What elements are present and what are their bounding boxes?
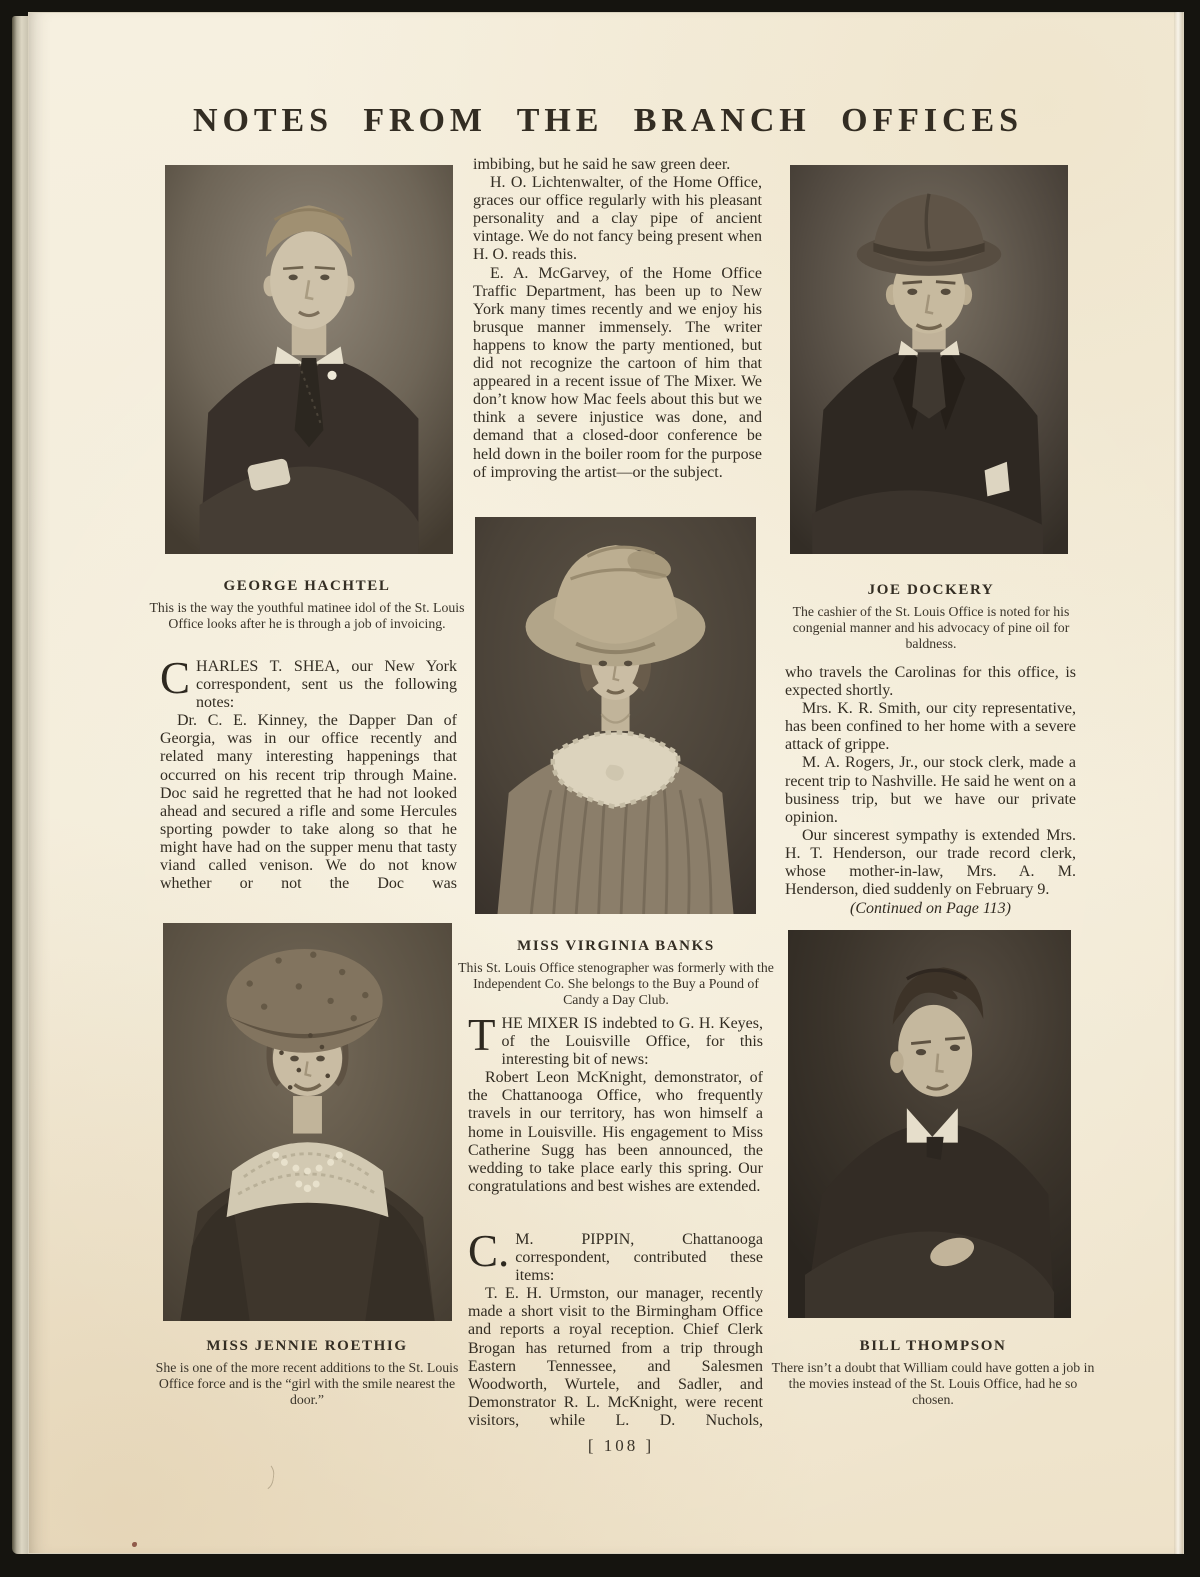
caption-name-jennie: MISS JENNIE ROETHIG [206, 1338, 408, 1354]
lead-text: HARLES T. SHEA, our New York correspondent, sent us the following notes: [196, 658, 457, 712]
article-top-middle-column [473, 156, 762, 482]
bill-thompson-portrait-image [788, 930, 1071, 1318]
paragraph: T. E. H. Urmston, our manager, recently made a short visit to the Birmingham Office and reports a royal reception. Chief Clerk Brogan has returned from a trip through Eastern Tennessee, and Salesmen Woodworth, Wurtele, and Sadler, and Demonstrator R. L. McKnight, were recent visitors, while L. D. Nuchols, [468, 1285, 763, 1429]
caption-text-george: This is the way the youthful matinee idol of the St. Louis Office looks after he is through a job of invoicing. [149, 600, 465, 632]
paragraph: Our sincerest sympathy is extended Mrs. H. T. Henderson, our trade record clerk, whose mother-in-law, Mrs. A. M. Henderson, died suddenly on February 9. [785, 826, 1076, 899]
lead-text: M. PIPPIN, Chattanooga correspondent, contributed these items: [515, 1231, 763, 1285]
paragraph: who travels the Carolinas for this office, is expected shortly. [785, 664, 1076, 700]
drop-cap: T [468, 1010, 496, 1060]
caption-text-virginia: This St. Louis Office stenographer was formerly with the Independent Co. She belongs to the Buy a Pound of Candy a Day Club. [458, 960, 774, 1008]
lead-paragraph [468, 1226, 763, 1285]
paragraph: E. A. McGarvey, of the Home Office Traffic Department, has been up to New York many times recently and we enjoy his brusque manner immensely. The writer happens to know the party mentioned, but did not recognize the cartoon of him that appeared in a recent issue of The Mixer. We don’t know how Mac feels about this but we think a severe injustice was done, and demand that a closed-door conference be held down in the boiler room for the purpose of improving the artist—or the subject. [473, 264, 762, 481]
article-pippin [468, 1226, 763, 1430]
caption-name-bill: BILL THOMPSON [859, 1338, 1007, 1354]
caption-bill-thompson [770, 1338, 1096, 1409]
caption-text-bill: There isn’t a doubt that William could have gotten a job in the movies instead of the St. Louis Office, had he so chosen. [771, 1360, 1095, 1408]
page-title: NOTES FROM THE BRANCH OFFICES [193, 102, 1023, 139]
continued-notice: (Continued on Page 113) [849, 900, 1011, 918]
caption-joe-dockery [772, 582, 1090, 653]
article-right-column [785, 664, 1076, 918]
paragraph: H. O. Lichtenwalter, of the Home Office, graces our office regularly with his pleasant personality and a clay pipe of ancient vintage. We do not fancy being present when H. O. reads this. [473, 174, 762, 264]
caption-virginia-banks [455, 938, 777, 1009]
article-mixer-keyes [468, 1010, 763, 1196]
lead-paragraph [160, 653, 457, 712]
paragraph: Dr. C. E. Kinney, the Dapper Dan of Georgia, was in our office recently and related many interesting happenings that occurred on his recent trip through Maine. Doc said he regretted that he had not looked ahead and secured a rifle and some Hercules sporting powder to take along so that he might have had on the supper menu that tasty viand called venison. We do not know whether or not the Doc was [160, 712, 457, 893]
caption-jennie-roethig [146, 1338, 468, 1409]
pencil-mark [244, 1458, 276, 1494]
portrait-photo-bill-thompson [788, 930, 1071, 1318]
article-charles-shea [160, 653, 457, 893]
ink-speck [132, 1542, 137, 1547]
caption-text-joe: The cashier of the St. Louis Office is noted for his congenial manner and his advocacy of pine oil for baldness. [792, 604, 1070, 652]
joe-dockery-portrait-image [790, 165, 1068, 554]
portrait-photo-virginia-banks [475, 517, 756, 914]
page-fold-line [1174, 12, 1183, 1554]
lead-text: HE MIXER IS indebted to G. H. Keyes, of the Louisville Office, for this interesting bit of news: [501, 1015, 763, 1069]
paragraph: Robert Leon McKnight, demonstrator, of the Chattanooga Office, who frequently travels in our territory, has won himself a home in Louisville. His engagement to Miss Catherine Sugg has been announced, the wedding to take place early this spring. Our congratulations and best wishes are extended. [468, 1069, 763, 1195]
jennie-roethig-portrait-image [163, 923, 452, 1321]
paragraph: M. A. Rogers, Jr., our stock clerk, made a recent trip to Nashville. He said he went on a business trip, but we have our private opinion. [785, 754, 1076, 826]
caption-text-jennie: She is one of the more recent additions to the St. Louis Office force and is the “girl with the smile nearest the door.” [155, 1360, 459, 1408]
drop-cap: C. [468, 1226, 510, 1276]
portrait-photo-george-hachtel [165, 165, 453, 554]
caption-name-joe: JOE DOCKERY [867, 582, 995, 598]
george-hachtel-portrait-image [165, 165, 453, 554]
book-page-stack-edge [12, 16, 28, 1554]
caption-george-hachtel [146, 578, 468, 632]
virginia-banks-portrait-image [475, 517, 756, 914]
caption-name-virginia: MISS VIRGINIA BANKS [517, 938, 715, 954]
drop-cap: C [160, 653, 191, 703]
paragraph: Mrs. K. R. Smith, our city representative, has been confined to her home with a severe attack of grippe. [785, 700, 1076, 754]
portrait-photo-joe-dockery [790, 165, 1068, 554]
magazine-page [28, 12, 1184, 1554]
lead-paragraph [468, 1010, 763, 1069]
caption-name-george: GEORGE HACHTEL [223, 578, 391, 594]
page-number: [ 108 ] [587, 1436, 655, 1455]
paragraph: imbibing, but he said he saw green deer. [473, 156, 731, 173]
portrait-photo-jennie-roethig [163, 923, 452, 1321]
